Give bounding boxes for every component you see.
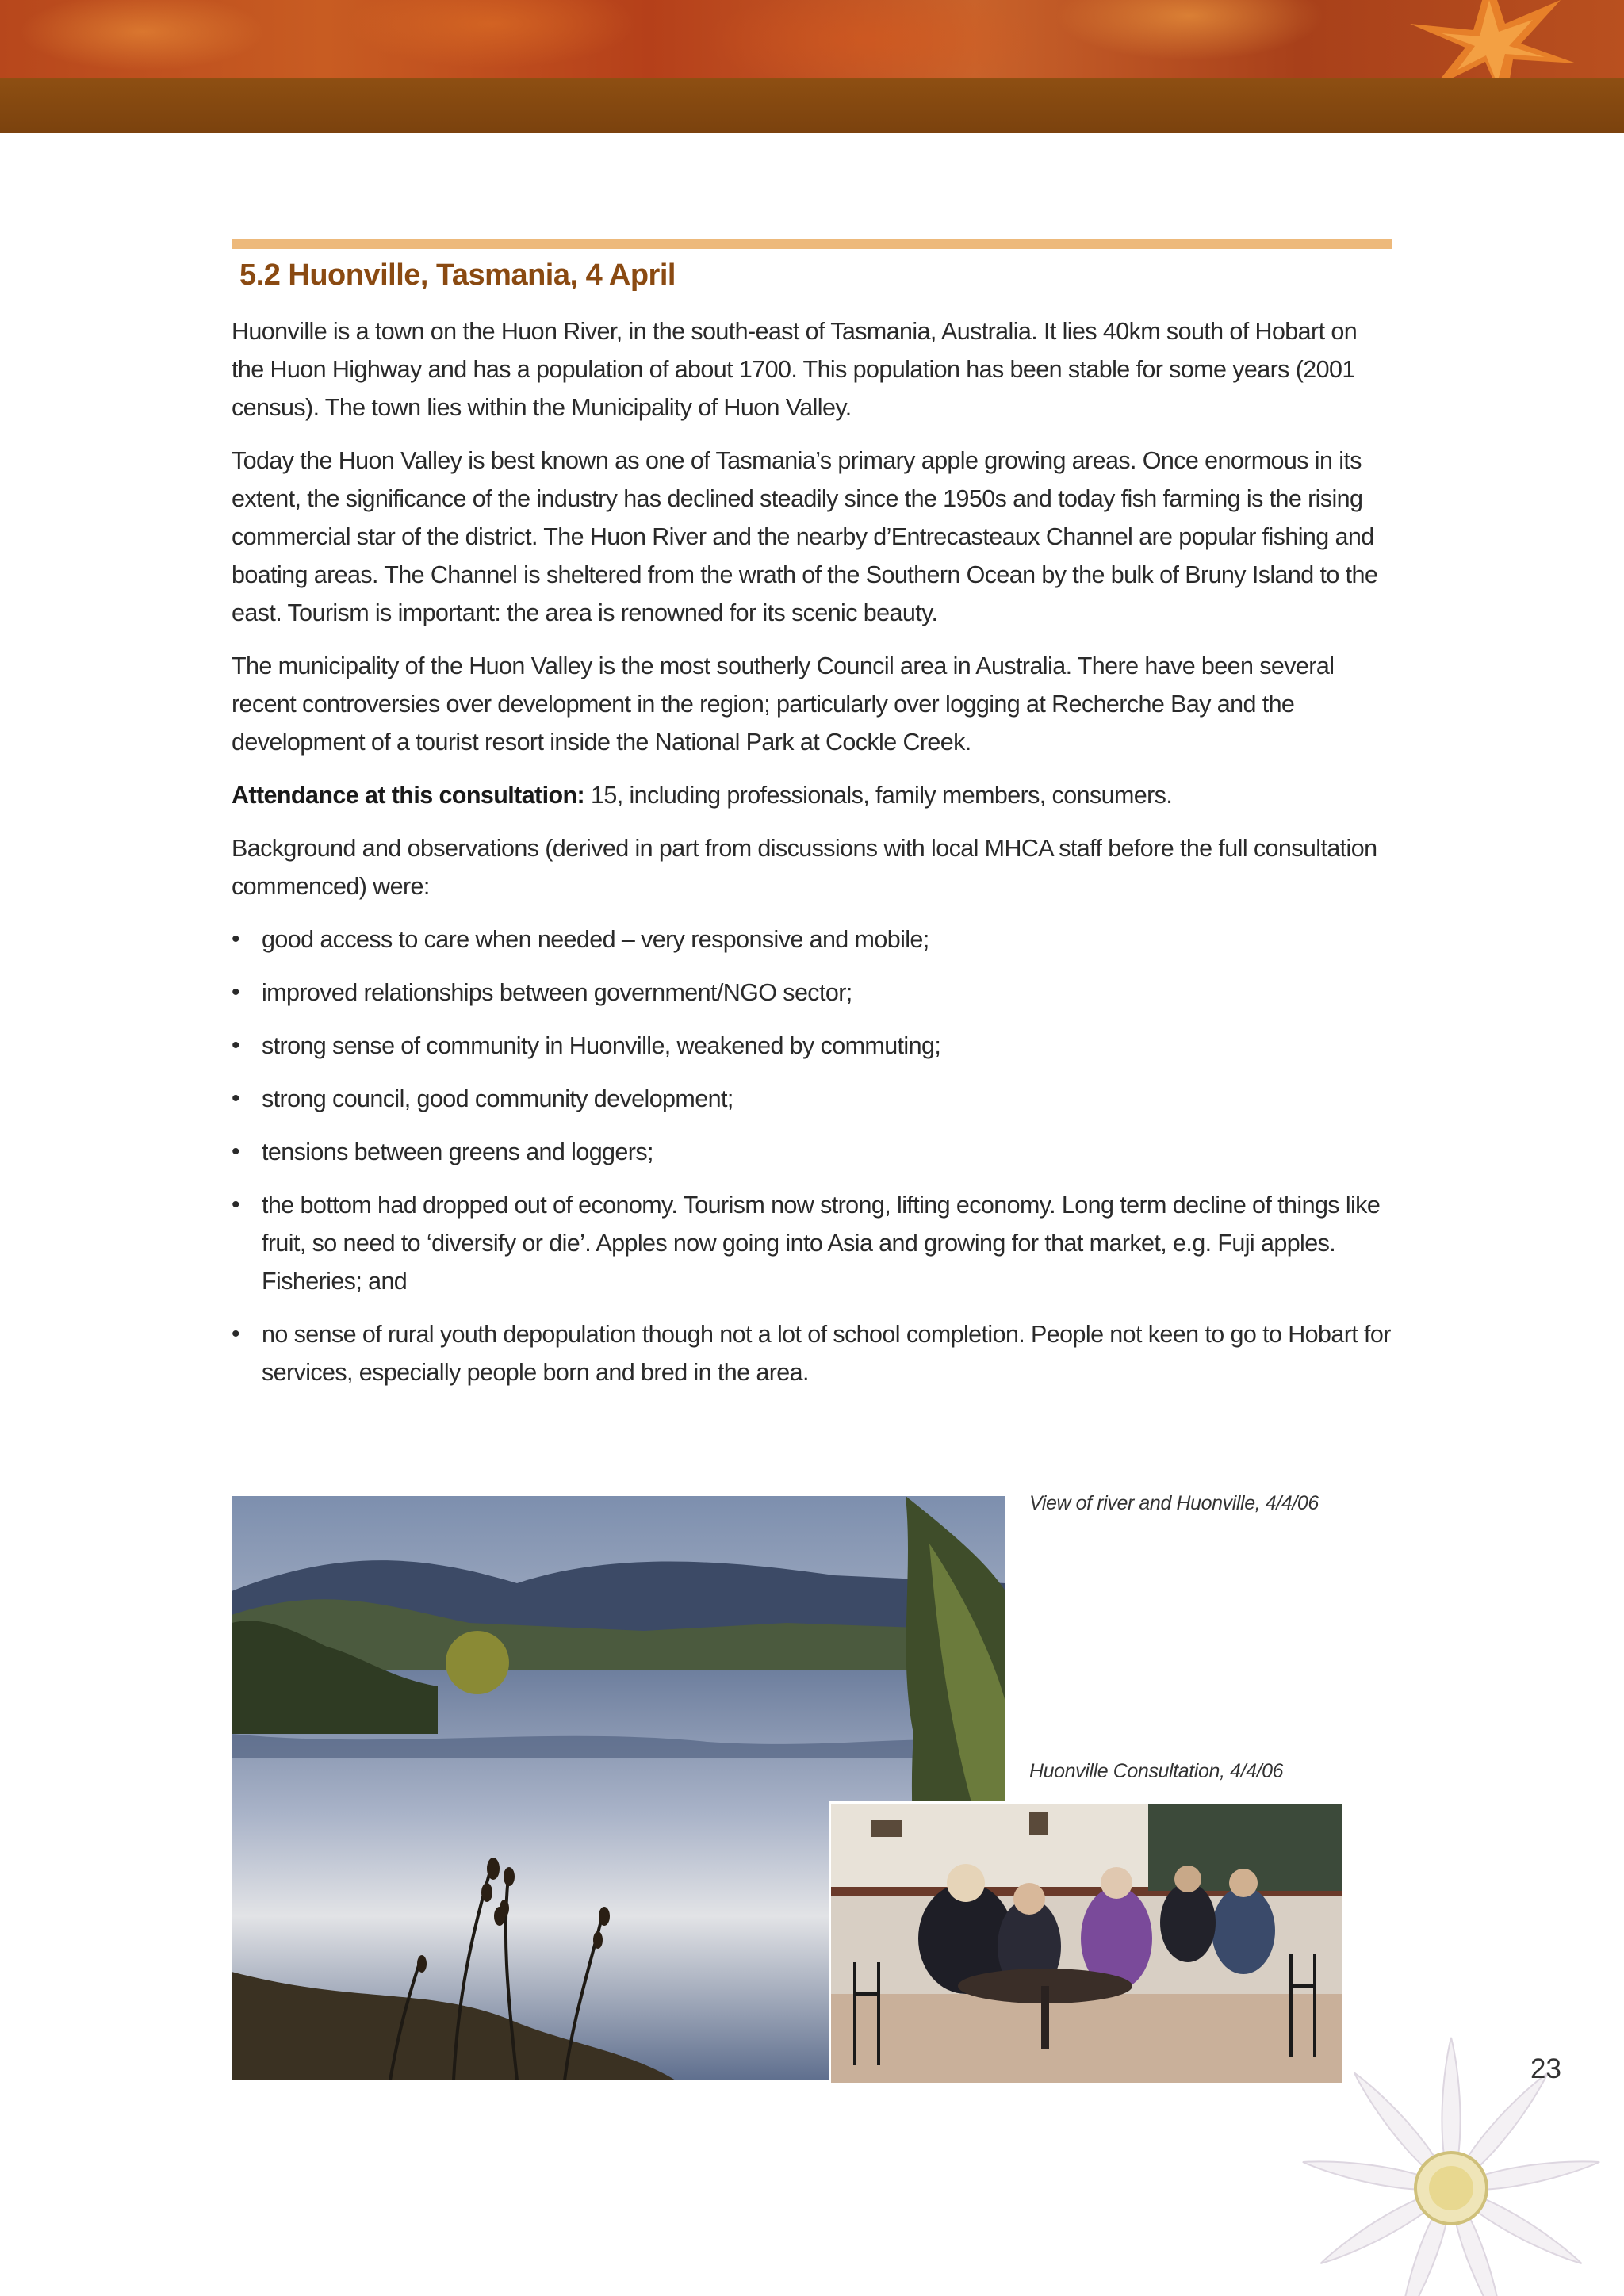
bullet-icon: • xyxy=(232,1138,239,1165)
bullet-icon: • xyxy=(232,1085,239,1112)
list-item xyxy=(232,1027,1392,1065)
list-item xyxy=(232,1186,1392,1300)
background-intro: Background and observations (derived in part from discussions with local MHCA staff before the full consultation commenced) were: xyxy=(232,835,1377,900)
list-item xyxy=(232,1133,1392,1171)
list-item xyxy=(232,920,1392,959)
observations-list xyxy=(232,920,1392,1391)
header-brown-band xyxy=(0,78,1624,133)
section-rule xyxy=(232,239,1392,249)
section-title: 5.2 Huonville, Tasmania, 4 April xyxy=(239,258,676,292)
body-content xyxy=(232,312,1392,1406)
bullet-icon: • xyxy=(232,926,239,952)
page-number: 23 xyxy=(1530,2053,1561,2084)
list-item-text: the bottom had dropped out of economy. Tourism now strong, lifting economy. Long term decline of things like fruit, so need to ‘diversify or die’. Apples now going into Asia and growing for that market, e.g. Fuji apples. Fisheries; and xyxy=(262,1192,1381,1295)
attendance-paragraph xyxy=(232,776,1392,814)
list-item-text: no sense of rural youth depopulation though not a lot of school completion. People not keen to go to Hobart for services, especially people born and bred in the area. xyxy=(262,1321,1391,1386)
attendance-label: Attendance at this consultation: xyxy=(232,782,585,809)
list-item xyxy=(232,1080,1392,1118)
list-item-text: improved relationships between government/NGO sector; xyxy=(262,979,852,1006)
river-photo-caption: View of river and Huonville, 4/4/06 xyxy=(1029,1492,1319,1514)
list-item-text: strong sense of community in Huonville, weakened by commuting; xyxy=(262,1032,941,1059)
consultation-photo-caption: Huonville Consultation, 4/4/06 xyxy=(1029,1760,1284,1782)
header-banner xyxy=(0,0,1624,133)
list-item-text: tensions between greens and loggers; xyxy=(262,1138,653,1165)
bullet-icon: • xyxy=(232,1321,239,1347)
bullet-icon: • xyxy=(232,979,239,1005)
bullet-icon: • xyxy=(232,1032,239,1058)
flannel-flower-decoration xyxy=(1261,2030,1624,2296)
paragraph-industry: Today the Huon Valley is best known as one of Tasmania’s primary apple growing areas. Once enormous in its extent, the significance of the industry has declined steadily since the 1950s and today fish farming is the rising commercial star of the district. The Huon River and the nearby d’Entrecasteaux Channel are popular fishing and boating areas. The Channel is sheltered from the wrath of the Southern Ocean by the bulk of Bruny Island to the east. Tourism is important: the area is renowned for its scenic beauty. xyxy=(232,447,1378,626)
header-autumn-art xyxy=(0,0,1624,78)
paragraph-intro: Huonville is a town on the Huon River, in the south-east of Tasmania, Australia. It lies 40km south of Hobart on the Huon Highway and has a population of about 1700. This population has been stable for some years (2001 census). The town lies within the Municipality of Huon Valley. xyxy=(232,318,1358,421)
attendance-text: 15, including professionals, family members, consumers. xyxy=(584,782,1173,809)
bullet-icon: • xyxy=(232,1192,239,1218)
list-item-text: good access to care when needed – very responsive and mobile; xyxy=(262,926,929,953)
paragraph-municipality: The municipality of the Huon Valley is the most southerly Council area in Australia. There have been several recent controversies over development in the region; particularly over logging at Recherche Bay and the development of a tourist resort inside the National Park at Cockle Creek. xyxy=(232,652,1335,756)
list-item xyxy=(232,974,1392,1012)
list-item-text: strong council, good community development; xyxy=(262,1085,733,1112)
list-item xyxy=(232,1315,1392,1391)
